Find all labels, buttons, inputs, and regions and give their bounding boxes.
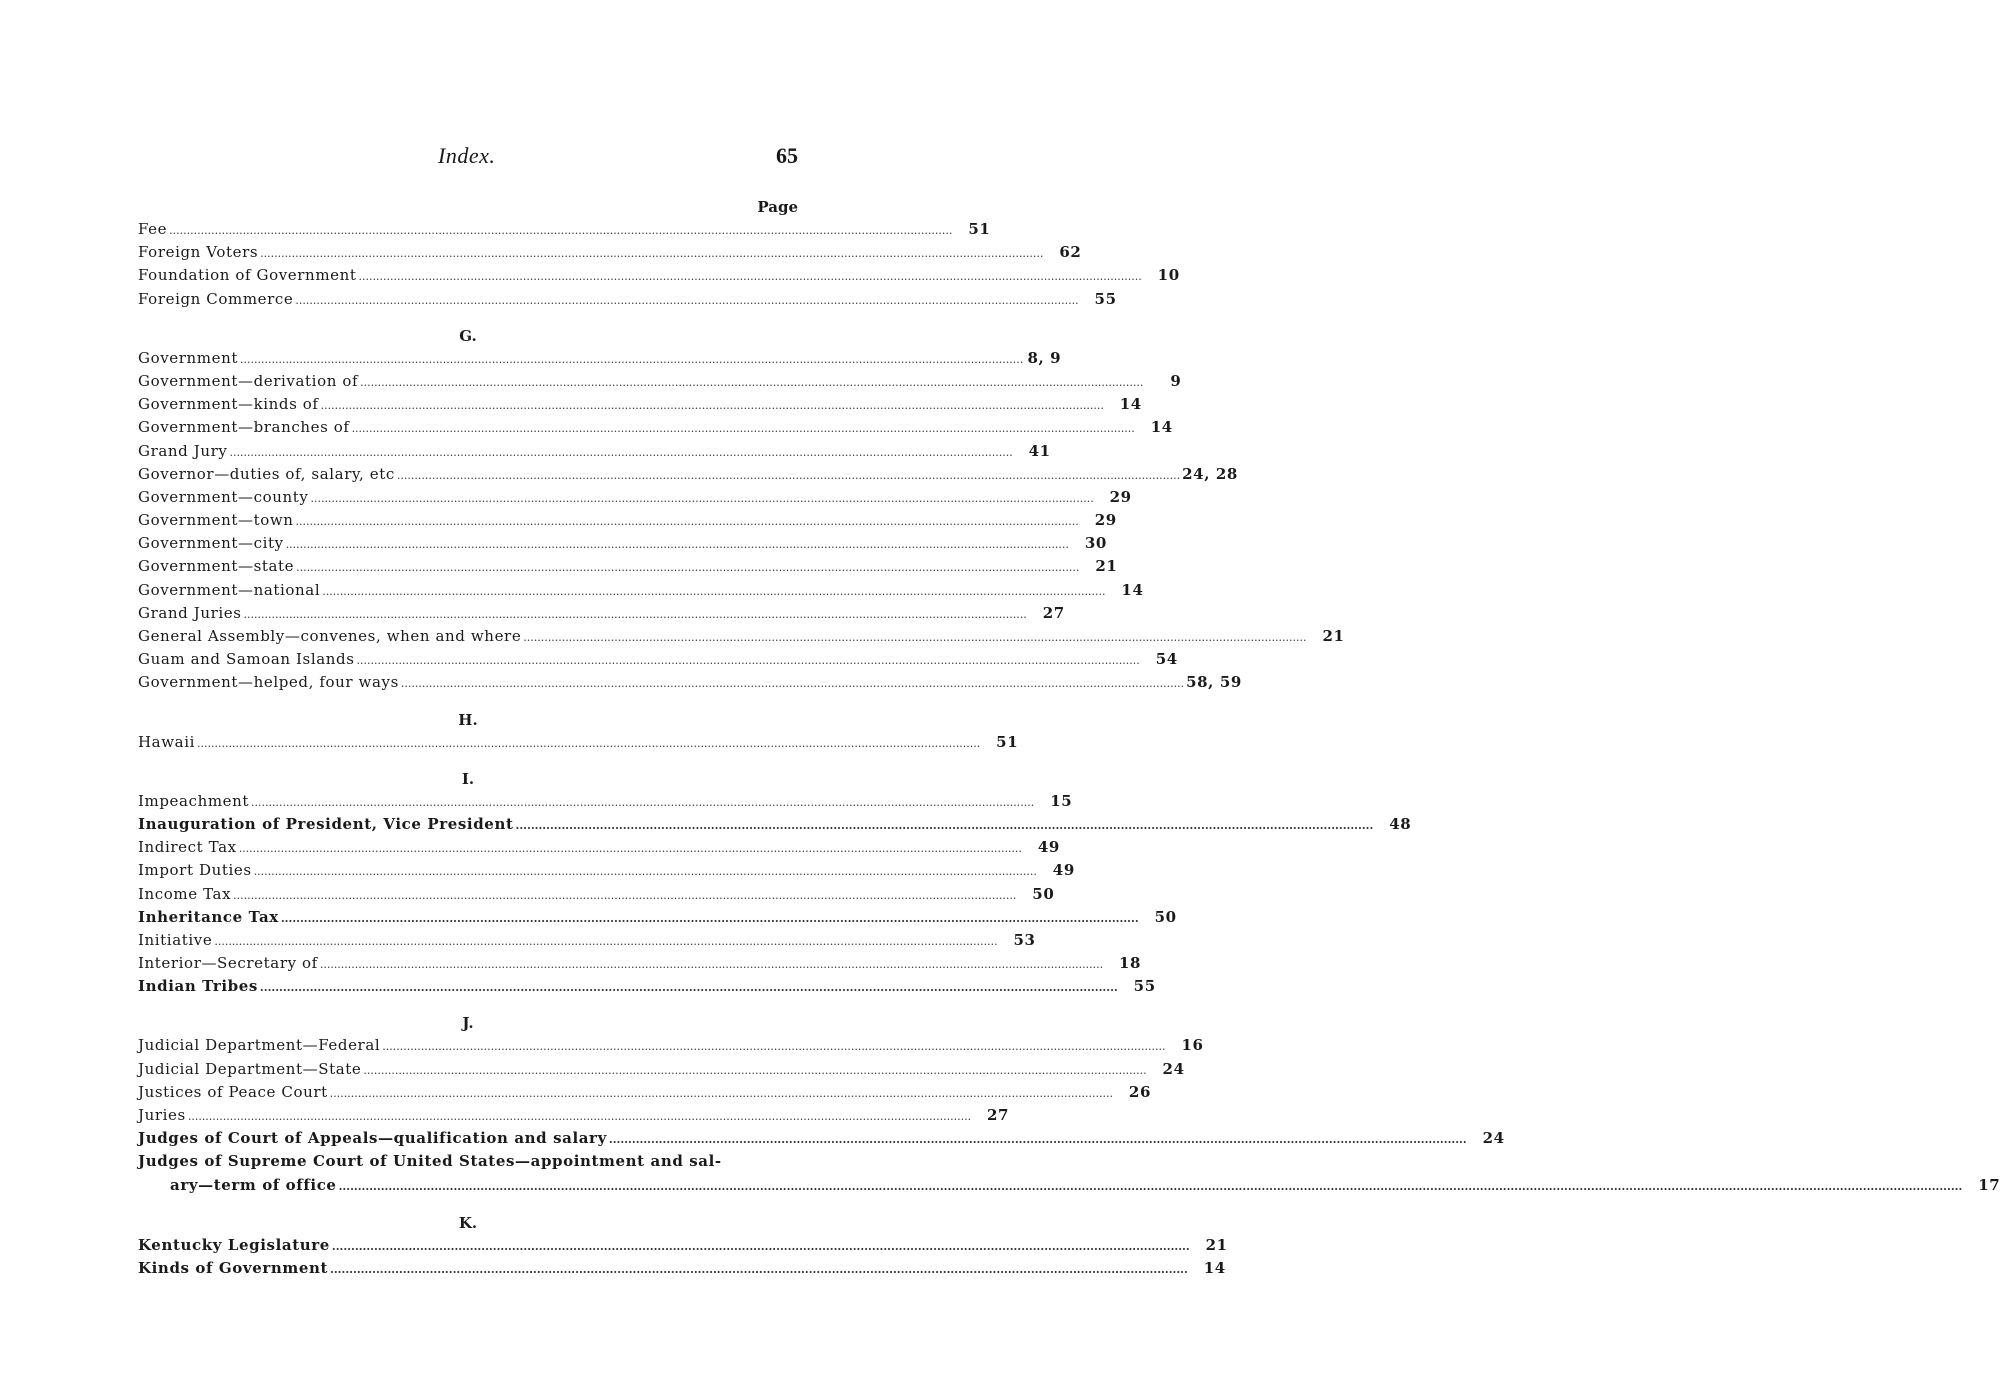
- index-entry-label: Judges of Supreme Court of United States—appointment and sal-: [138, 1152, 722, 1171]
- index-entry-label: Guam and Samoan Islands: [138, 650, 355, 669]
- index-entry-label: Judicial Department—Federal: [138, 1036, 381, 1055]
- index-entry: [138, 218, 991, 241]
- dot-leader: [310, 487, 1093, 510]
- index-entry-label: Foreign Voters: [138, 243, 259, 262]
- index-entry-page: 29: [1109, 487, 1132, 506]
- index-entry-continuation: [138, 1174, 2000, 1198]
- index-entry-label: Judges of Court of Appeals—qualification and salary: [138, 1129, 607, 1148]
- section-letter: J.: [462, 1014, 474, 1033]
- dot-leader: [281, 907, 1139, 930]
- index-entry-page: 21: [1095, 557, 1118, 576]
- index-entry: [138, 370, 1182, 393]
- index-entry-page: 50: [1032, 884, 1055, 903]
- index-entry-page: 50: [1154, 907, 1177, 926]
- index-entry-label: Indian Tribes: [138, 977, 258, 996]
- index-entry-label: Justices of Peace Court: [138, 1082, 328, 1101]
- index-entry: [138, 486, 1132, 509]
- index-entry-page: 15: [1050, 791, 1073, 810]
- index-entry-label: Government—state: [138, 557, 295, 576]
- index-entry-label: Government—branches of: [138, 418, 350, 437]
- dot-leader: [240, 348, 1023, 371]
- index-entry: [138, 579, 1144, 602]
- index-entry: [138, 813, 1412, 836]
- dot-leader: [523, 626, 1306, 649]
- index-entry-label: Kinds of Government: [138, 1258, 329, 1277]
- index-entry-label: Governor—duties of, salary, etc: [138, 464, 395, 483]
- dot-leader: [169, 219, 952, 242]
- index-entry-page: 27: [1042, 603, 1065, 622]
- index-entry-label: Income Tax: [138, 884, 232, 903]
- index-entry-page: 14: [1119, 395, 1142, 414]
- index-entry: [138, 532, 1107, 555]
- index-entry: [138, 1150, 2000, 1197]
- index-entry: [138, 509, 1117, 532]
- index-entry-page: 8, 9: [1027, 348, 1062, 367]
- section-letter: H.: [458, 710, 478, 729]
- index-entry: [138, 731, 1019, 754]
- index-entry-label: Government—national: [138, 580, 321, 599]
- dot-leader: [229, 441, 1012, 464]
- index-entry-page: 29: [1094, 511, 1117, 530]
- index-entry-page: 62: [1059, 243, 1082, 262]
- index-entry-page: 55: [1094, 289, 1117, 308]
- index-entry-label: Interior—Secretary of: [138, 954, 318, 973]
- index-entry-label: Import Duties: [138, 861, 252, 880]
- index-entry-page: 48: [1389, 814, 1412, 833]
- index-entry: [138, 393, 1142, 416]
- dot-leader: [363, 1059, 1146, 1082]
- index-entry-page: 27: [986, 1106, 1010, 1124]
- index-entry: [138, 1234, 1228, 1257]
- index-entry-page: 41: [1028, 441, 1051, 460]
- dot-leader: [286, 533, 1069, 556]
- index-entry-label: Foreign Commerce: [138, 289, 294, 308]
- index-entry: [138, 463, 1238, 486]
- index-entry-page: 49: [1052, 861, 1075, 880]
- dot-leader: [401, 672, 1184, 695]
- index-entry: [138, 906, 1177, 929]
- dot-leader: [360, 371, 1143, 394]
- index-entry-label: Foundation of Government: [138, 266, 357, 285]
- dot-leader: [295, 289, 1078, 312]
- index-entry: [138, 790, 1073, 813]
- index-entry: [138, 836, 1060, 859]
- section-letter: G.: [459, 326, 477, 345]
- index-entry-page: 16: [1181, 1036, 1204, 1055]
- dot-leader: [254, 860, 1037, 883]
- dot-leader: [382, 1035, 1165, 1058]
- dot-leader: [296, 556, 1079, 579]
- dot-leader: [359, 265, 1142, 288]
- index-entry: [138, 1034, 1204, 1057]
- index-entry: [138, 975, 1156, 998]
- dot-leader: [322, 580, 1105, 603]
- index-entry-label: Impeachment: [138, 791, 250, 810]
- index-entry: [138, 1257, 1226, 1280]
- dot-leader: ........................................................................................................................................................................................................ .....: [339, 1175, 1963, 1198]
- index-entry-page: 51: [968, 220, 991, 238]
- index-entry-page: 24: [1162, 1059, 1185, 1078]
- dot-leader: [397, 464, 1180, 487]
- index-entry-page: 17: [1978, 1175, 2000, 1194]
- index-entry-label: Judicial Department—State: [138, 1059, 362, 1078]
- index-entry-label: Government—helped, four ways: [138, 673, 399, 692]
- index-entry-label: Hawaii: [138, 732, 196, 751]
- index-entry: [138, 952, 1142, 975]
- index-entry: [138, 264, 1180, 287]
- index-entry-page: 58, 59: [1186, 673, 1242, 692]
- index-entry: [138, 347, 1062, 370]
- dot-leader: [251, 791, 1034, 814]
- index-entry: [138, 1081, 1151, 1104]
- index-entry-label: Indirect Tax: [138, 838, 237, 857]
- index-entry: [138, 1127, 1505, 1150]
- index-entry: [138, 555, 1118, 578]
- dot-leader: [330, 1082, 1113, 1105]
- dot-leader: [188, 1105, 971, 1128]
- index-entry: [138, 929, 1036, 952]
- page-title: Index.: [438, 143, 496, 168]
- dot-leader: [296, 510, 1079, 533]
- index-entry-label: Grand Juries: [138, 603, 242, 622]
- index-entry-label: General Assembly—convenes, when and where: [138, 627, 522, 645]
- index-sections: [138, 218, 2000, 1280]
- index-entry-label: Grand Jury: [138, 441, 228, 460]
- index-entry-label: Fee: [138, 220, 168, 238]
- index-entry: [138, 671, 1242, 694]
- index-entry-page: 21: [1322, 627, 1345, 645]
- index-entry-page: 9: [1170, 371, 1182, 390]
- dot-leader: [352, 417, 1135, 440]
- index-list: [138, 196, 2000, 1280]
- dot-leader: [260, 976, 1118, 999]
- dot-leader: [357, 649, 1140, 672]
- index-entry: [138, 648, 1178, 671]
- index-entry-page: 14: [1121, 580, 1144, 599]
- section-letter: K.: [458, 1213, 478, 1232]
- index-entry-label: Government—derivation of: [138, 371, 359, 390]
- dot-leader: [330, 1258, 1188, 1281]
- index-entry-page: 54: [1155, 650, 1178, 669]
- index-entry: [138, 602, 1065, 625]
- index-entry-label: Kentucky Legislature: [138, 1235, 330, 1254]
- index-entry-label: Government: [138, 348, 238, 367]
- index-entry-page: 14: [1203, 1258, 1226, 1277]
- dot-leader: [332, 1235, 1190, 1258]
- page-header: [138, 143, 798, 173]
- dot-leader: [320, 953, 1103, 976]
- index-entry-page: 10: [1157, 266, 1180, 285]
- index-entry-page: 14: [1150, 418, 1173, 437]
- index-entry-label: Initiative: [138, 930, 213, 949]
- page-column-label: Page: [757, 198, 798, 216]
- index-entry-page: 21: [1205, 1235, 1228, 1254]
- dot-leader: [197, 732, 980, 755]
- index-entry-page: 24, 28: [1182, 464, 1238, 483]
- index-entry-label: Government—city: [138, 534, 284, 553]
- page-number: 65: [776, 143, 798, 168]
- index-entry: [138, 859, 1075, 882]
- index-entry-label: Government—kinds of: [138, 395, 319, 414]
- index-entry: [138, 440, 1051, 463]
- index-entry-label: Inheritance Tax: [138, 907, 279, 926]
- dot-leader: [260, 242, 1043, 265]
- dot-leader: [239, 837, 1022, 860]
- index-entry: [138, 625, 1345, 648]
- dot-leader: [214, 930, 997, 953]
- index-entry-page: 49: [1037, 838, 1060, 857]
- index-entry: [138, 883, 1055, 906]
- index-entry-page: 30: [1084, 534, 1107, 553]
- index-entry: [138, 416, 1173, 439]
- section-letter: I.: [461, 769, 475, 788]
- index-entry-page: 53: [1013, 930, 1036, 949]
- index-entry-label: Government—town: [138, 511, 294, 530]
- index-entry: [138, 1058, 1185, 1081]
- index-entry-label: Inauguration of President, Vice President: [138, 814, 514, 833]
- dot-leader: [244, 603, 1027, 626]
- dot-leader: [516, 814, 1374, 837]
- index-entry-page: 26: [1128, 1082, 1151, 1101]
- dot-leader: [321, 394, 1104, 417]
- index-entry-label: ary—term of office: [170, 1175, 337, 1194]
- index-entry-page: 55: [1133, 977, 1156, 996]
- dot-leader: [609, 1128, 1467, 1151]
- index-entry-label: Juries: [138, 1106, 186, 1124]
- dot-leader: [233, 884, 1016, 907]
- index-entry: [138, 288, 1117, 311]
- index-entry-page: 18: [1118, 954, 1142, 973]
- index-entry-label: Government—county: [138, 487, 309, 506]
- index-entry: [138, 241, 1082, 264]
- index-entry-page: 51: [996, 732, 1019, 751]
- index-entry: [138, 1104, 1010, 1127]
- index-entry-page: 24: [1482, 1129, 1505, 1148]
